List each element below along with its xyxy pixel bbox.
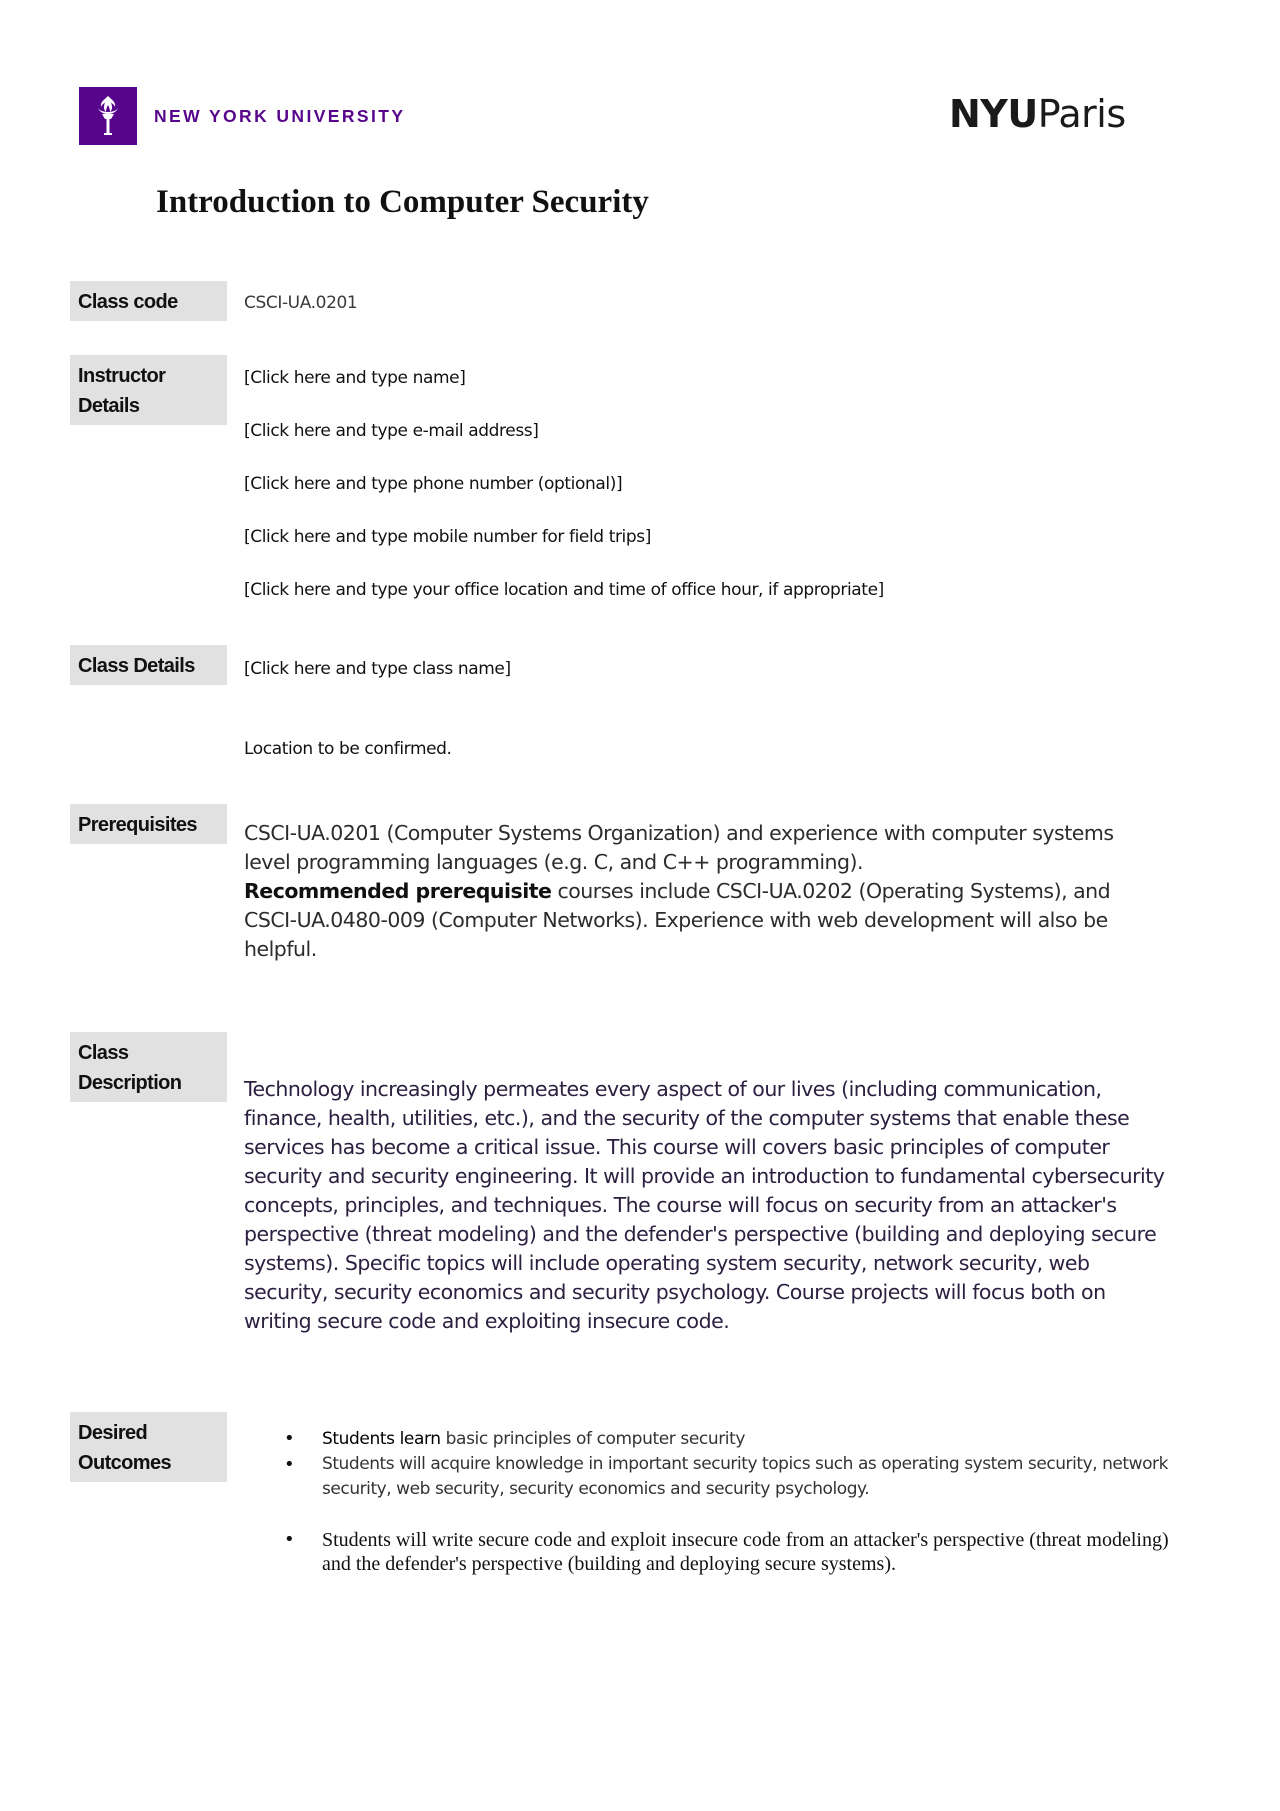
nyu-paris-logo bbox=[949, 92, 1126, 136]
page-title: Introduction to Computer Security bbox=[156, 184, 649, 220]
instructor-label-line2: Details bbox=[78, 395, 140, 417]
bullet-icon: • bbox=[284, 1454, 295, 1475]
prerequisites-recommended bbox=[244, 877, 1164, 964]
class-description-text: Technology increasingly permeates every aspect of our lives (including communication, finance, health, utilities, etc.), and the security of the computer systems that enable these services has become a critical issue. This course will covers basic principles of computer security and security engineering. It will provide an introduction to fundamental cybersecurity concepts, principles, and techniques. The course will focus on security from an attacker's perspective (threat modeling) and the defender's perspective (building and deploying secure systems). Specific topics will include operating system security, network security, web security, security economics and security psychology. Course projects will focus both on writing secure code and exploiting insecure code. bbox=[244, 1077, 1165, 1333]
class-name-field[interactable]: [Click here and type class name] bbox=[244, 659, 511, 679]
nyu-logo bbox=[79, 87, 405, 145]
instructor-label-line1: Instructor bbox=[78, 365, 166, 387]
instructor-email-field[interactable]: [Click here and type e-mail address] bbox=[244, 421, 539, 441]
bullet-icon: • bbox=[284, 1428, 295, 1449]
class-location: Location to be confirmed. bbox=[244, 739, 452, 759]
paris-logo-nyu: NYU bbox=[949, 92, 1038, 136]
outcome-1-lead: Students learn bbox=[322, 1429, 441, 1449]
list-item bbox=[244, 1426, 1174, 1452]
outcomes-label-line1: Desired bbox=[78, 1422, 148, 1444]
nyu-torch-icon bbox=[79, 87, 137, 145]
instructor-name-field[interactable]: [Click here and type name] bbox=[244, 368, 466, 388]
instructor-details-label bbox=[70, 355, 227, 425]
desired-outcomes-label bbox=[70, 1412, 227, 1482]
nyu-wordmark: NEW YORK UNIVERSITY bbox=[154, 105, 406, 126]
prerequisites-line1: CSCI-UA.0201 (Computer Systems Organization) and experience with computer systems level programming languages (e.g. C, and C++ programming). bbox=[244, 821, 1114, 874]
outcome-1-rest: basic principles of computer security bbox=[440, 1429, 746, 1449]
prerequisites-text bbox=[244, 819, 1164, 964]
recommended-prerequisite-bold: Recommended prerequisite bbox=[244, 879, 552, 903]
outcomes-label-line2: Outcomes bbox=[78, 1452, 172, 1474]
paris-logo-paris: Paris bbox=[1037, 92, 1126, 136]
class-details-label-text: Class Details bbox=[78, 655, 195, 677]
prerequisites-label-text: Prerequisites bbox=[78, 814, 197, 836]
description-label-line2: Description bbox=[78, 1072, 182, 1094]
outcome-3-text: Students will write secure code and exploit insecure code from an attacker's perspective (threat modeling) and the defender's perspective (building and deploying secure systems). bbox=[322, 1529, 1169, 1575]
prerequisites-label bbox=[70, 804, 227, 844]
description-label-line1: Class bbox=[78, 1042, 129, 1064]
class-code-label-text: Class code bbox=[78, 291, 178, 313]
list-item bbox=[244, 1528, 1174, 1576]
list-item bbox=[244, 1452, 1174, 1502]
class-details-label bbox=[70, 645, 227, 685]
outcome-2-text: Students will acquire knowledge in important security topics such as operating system security, network security, web security, security economics and security psychology. bbox=[322, 1454, 1168, 1499]
class-code-label bbox=[70, 281, 227, 321]
recommended-prerequisite-rest: courses include CSCI-UA.0202 (Operating Systems), and CSCI-UA.0480-009 (Computer Networks). Experience with web development will also be helpful. bbox=[244, 879, 1111, 961]
instructor-phone-field[interactable]: [Click here and type phone number (optional)] bbox=[244, 474, 623, 494]
class-code-value: CSCI-UA.0201 bbox=[244, 293, 358, 313]
bullet-icon: • bbox=[284, 1529, 295, 1550]
instructor-mobile-field[interactable]: [Click here and type mobile number for field trips] bbox=[244, 527, 651, 547]
instructor-office-field[interactable]: [Click here and type your office location and time of office hour, if appropriate] bbox=[244, 580, 884, 600]
outcomes-list bbox=[244, 1426, 1174, 1576]
class-description-label bbox=[70, 1032, 227, 1102]
